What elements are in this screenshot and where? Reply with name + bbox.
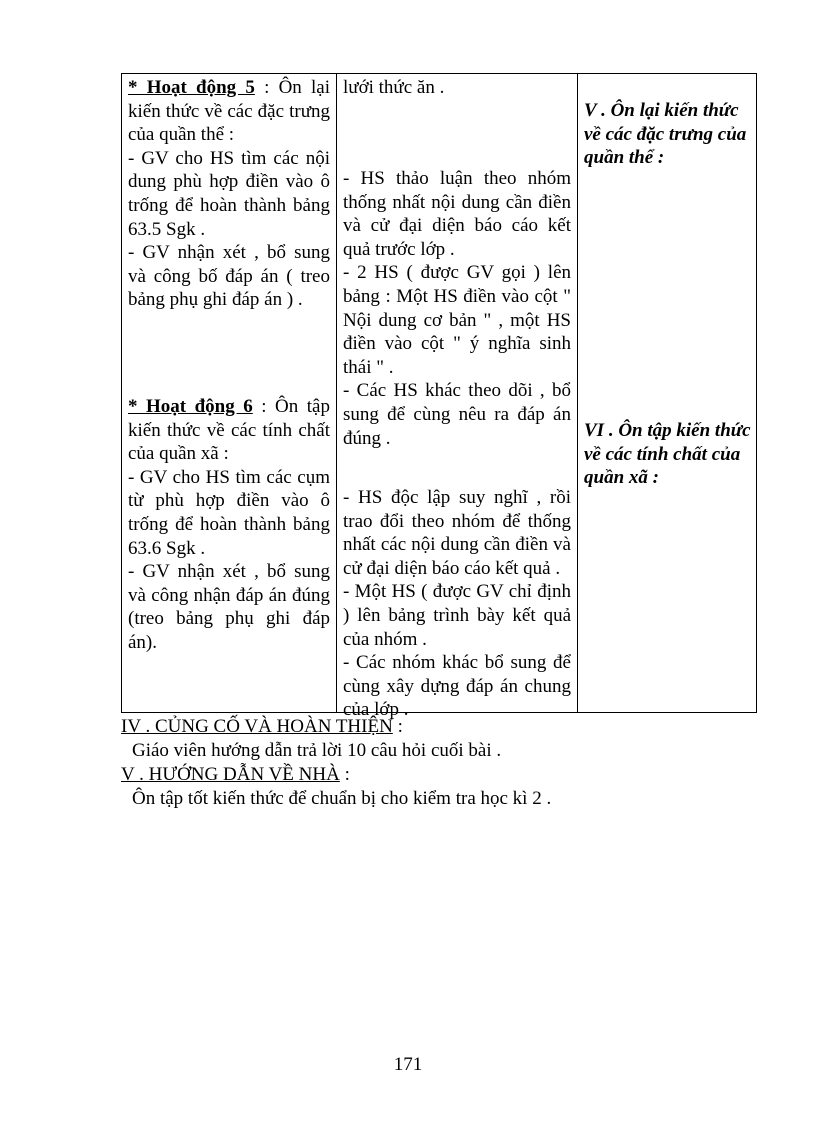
activity-6-item: - GV cho HS tìm các cụm từ phù hợp điền vào ô trống để hoàn thành bảng 63.6 Sgk . (128, 466, 330, 559)
student-item: - Một HS ( được GV chỉ định ) lên bảng trình bày kết quả của nhóm . (343, 581, 571, 650)
activity-6-item: - GV nhận xét , bổ sung và công nhận đáp án đúng (treo bảng phụ ghi đáp án). (128, 561, 330, 653)
heading-6: VI . Ôn tập kiến thức về các tính chất của quần xã : (584, 420, 751, 489)
section-4-title: IV . CỦNG CỐ VÀ HOÀN THIỆN (121, 716, 393, 737)
activity-5-item: - GV cho HS tìm các nội dung phù hợp điền vào ô trống để hoàn thành bảng 63.5 Sgk . (128, 147, 330, 240)
student-item: - 2 HS ( được GV gọi ) lên bảng : Một HS điền vào cột " Nội dung cơ bản " , một HS điền vào cột " ý nghĩa sinh thái " . (343, 262, 571, 378)
student-line: lưới thức ăn . (343, 77, 445, 98)
activity-5-title: * Hoạt động 5 (128, 77, 255, 98)
student-group-6 (343, 486, 571, 722)
lesson-table (121, 73, 757, 721)
section-4-text: Giáo viên hướng dẫn trả lời 10 câu hỏi cuối bài . (132, 740, 502, 761)
activity-6-title-rest: : Ôn tập kiến thức về các tính chất của quần xã : (128, 396, 330, 465)
activity-5 (128, 76, 330, 312)
activity-6 (128, 395, 330, 655)
student-item: - HS độc lập suy nghĩ , rồi trao đổi theo nhóm để thống nhất các nội dung cần điền và cử đại diện báo cáo kết quả . (343, 487, 571, 579)
section-5-title: V . HƯỚNG DẪN VỀ NHÀ (121, 764, 340, 785)
activity-5-title-rest: : Ôn lại kiến thức về các đặc trưng của quần thể : (128, 77, 330, 146)
activity-6-title: * Hoạt động 6 (128, 396, 253, 417)
heading-5: V . Ôn lại kiến thức về các đặc trưng của quần thể : (584, 100, 747, 169)
teacher-activity-column (122, 74, 337, 713)
section-4-title-line (121, 715, 403, 739)
content-column (578, 74, 757, 713)
student-item: - Các nhóm khác bổ sung để cùng xây dựng đáp án chung của lớp . (343, 652, 571, 721)
student-top-line (343, 76, 571, 100)
page-number: 171 (393, 1054, 423, 1075)
section-5-title-line (121, 763, 350, 787)
section-5-text: Ôn tập tốt kiến thức để chuẩn bị cho kiểm tra học kì 2 . (132, 788, 552, 809)
student-item: - Các HS khác theo dõi , bổ sung để cùng nêu ra đáp án đúng . (343, 380, 571, 449)
activity-5-item: - GV nhận xét , bổ sung và công bố đáp án ( treo bảng phụ ghi đáp án ) . (128, 242, 330, 311)
student-item: - HS thảo luận theo nhóm thống nhất nội dung cần điền và cử đại diện báo cáo kết quả trước lớp . (343, 168, 571, 260)
section-5-colon: : (339, 764, 350, 785)
student-activity-column (337, 74, 578, 721)
student-group-5 (343, 167, 571, 450)
section-4-colon: : (392, 716, 403, 737)
